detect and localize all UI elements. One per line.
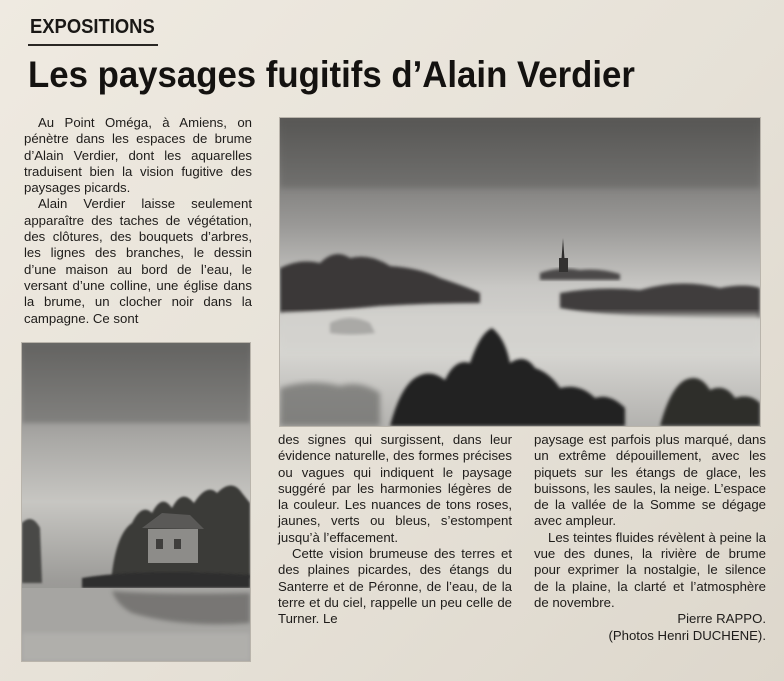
- section-rule: [28, 44, 158, 46]
- author-byline: Pierre RAPPO.: [677, 611, 766, 627]
- paragraph: Les teintes fluides révèlent à peine la vue des dunes, la rivière de brume pour exprimer la nostalgie, le silence de la plaine, la clarté et l’atmosphère de novembre.: [534, 529, 766, 610]
- paragraph: Alain Verdier laisse seulement apparaître des taches de végétation, des clôtures, des bouquets d’arbres, les lignes des branches, le dessin d’une maison au bord de l’eau, le versant d’une colline, une église dans la brume, un clocher noir dans la campagne. Ce sont: [24, 196, 252, 326]
- paragraph: Cette vision brumeuse des terres et des plaines picardes, des étangs du Santerre et de Péronne, de l’eau, de la terre et du ciel, rappelle un peu celle de Turner. Le: [278, 546, 512, 627]
- article-column-2: [278, 432, 512, 628]
- paragraph: des signes qui surgissent, dans leur évidence naturelle, des formes précises ou vagues qui indiquent le paysage suggéré par les harmonies légères de la couleur. Les nuances de tons roses, jaunes, verts ou bleus, s’estompent jusqu’à l’effacement.: [278, 432, 512, 545]
- photo-misty-landscape: [280, 118, 760, 426]
- article-headline: Les paysages fugitifs d’Alain Verdier: [28, 54, 635, 95]
- photo-credit: (Photos Henri DUCHENE).: [608, 627, 766, 643]
- house-by-water-image: [22, 343, 250, 661]
- paragraph: paysage est parfois plus marqué, dans un extrême dépouillement, avec les piquets sur les étangs de glace, les buissons, les saules, la neige. L’espace de la vallée de la Somme se dégage avec ampleur.: [534, 432, 766, 529]
- article-column-3: [534, 432, 766, 644]
- article-column-1: [24, 115, 252, 327]
- section-label: EXPOSITIONS: [30, 16, 155, 38]
- paragraph: Au Point Oméga, à Amiens, on pénètre dans les espaces de brume d’Alain Verdier, dont les aquarelles traduisent bien la vision fugitive des paysages picards.: [24, 115, 252, 196]
- photo-house-by-water: [22, 343, 250, 661]
- misty-landscape-image: [280, 118, 760, 426]
